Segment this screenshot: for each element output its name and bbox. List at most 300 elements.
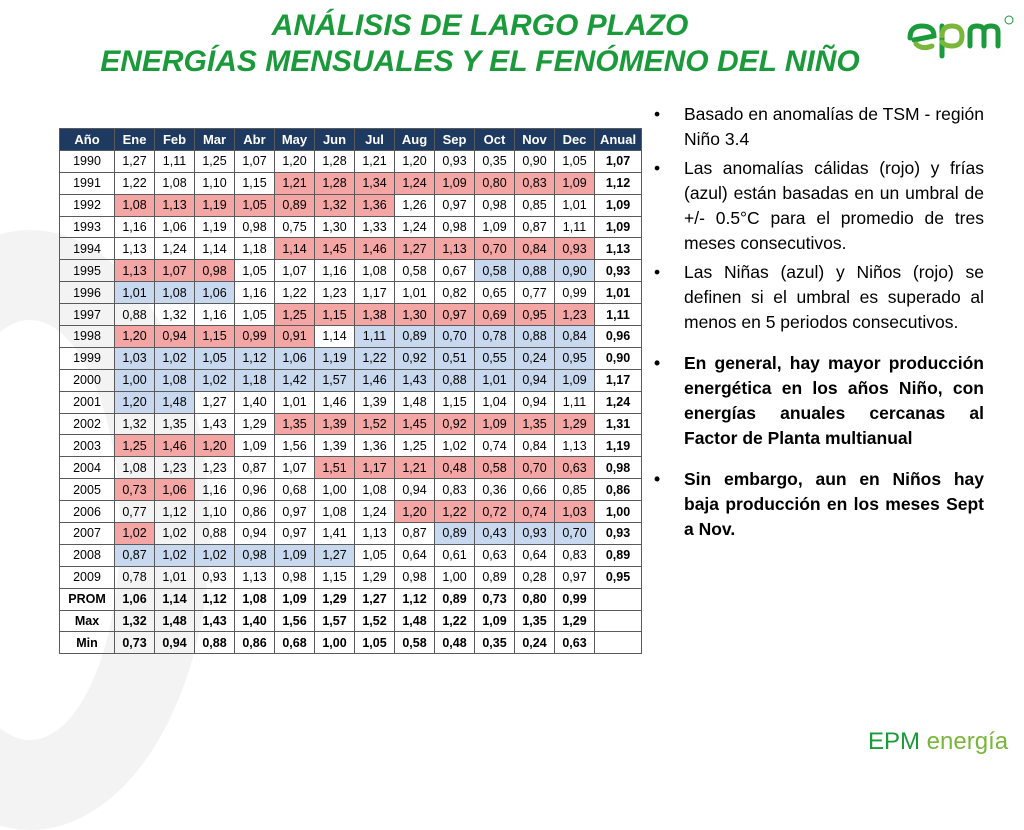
value-cell: 1,25 bbox=[115, 435, 155, 457]
stat-label: PROM bbox=[60, 588, 115, 610]
value-cell: 1,32 bbox=[315, 194, 355, 216]
value-cell: 0,97 bbox=[435, 194, 475, 216]
value-cell: 1,13 bbox=[155, 194, 195, 216]
value-cell: 0,86 bbox=[235, 501, 275, 523]
value-cell: 1,08 bbox=[115, 457, 155, 479]
value-cell: 1,02 bbox=[155, 523, 195, 545]
value-cell: 1,13 bbox=[115, 260, 155, 282]
value-cell: 1,16 bbox=[195, 479, 235, 501]
value-cell: 1,02 bbox=[435, 435, 475, 457]
value-cell: 1,09 bbox=[555, 172, 595, 194]
value-cell: 1,48 bbox=[395, 391, 435, 413]
note-item bbox=[654, 102, 984, 152]
stat-value-cell: 1,52 bbox=[355, 610, 395, 632]
note-text: En general, hay mayor producción energética en los años Niño, con energías anuales cercanas al Factor de Planta multianual bbox=[684, 353, 984, 448]
value-cell: 1,15 bbox=[315, 566, 355, 588]
value-cell: 0,77 bbox=[515, 282, 555, 304]
column-header: Oct bbox=[475, 129, 515, 151]
annual-cell: 1,13 bbox=[595, 238, 642, 260]
stat-value-cell: 1,27 bbox=[355, 588, 395, 610]
value-cell: 1,23 bbox=[155, 457, 195, 479]
annual-cell: 0,89 bbox=[595, 544, 642, 566]
value-cell: 1,18 bbox=[235, 238, 275, 260]
value-cell: 0,28 bbox=[515, 566, 555, 588]
value-cell: 1,11 bbox=[555, 216, 595, 238]
value-cell: 1,15 bbox=[235, 172, 275, 194]
value-cell: 0,83 bbox=[435, 479, 475, 501]
value-cell: 1,06 bbox=[275, 347, 315, 369]
year-cell: 2009 bbox=[60, 566, 115, 588]
bullet-icon: • bbox=[654, 353, 661, 373]
value-cell: 1,45 bbox=[395, 413, 435, 435]
stat-value-cell: 0,94 bbox=[155, 632, 195, 654]
stat-value-cell: 0,88 bbox=[195, 632, 235, 654]
value-cell: 1,45 bbox=[315, 238, 355, 260]
value-cell: 0,51 bbox=[435, 347, 475, 369]
value-cell: 0,78 bbox=[115, 566, 155, 588]
value-cell: 1,25 bbox=[195, 150, 235, 172]
value-cell: 1,24 bbox=[395, 172, 435, 194]
value-cell: 0,77 bbox=[115, 501, 155, 523]
year-cell: 1991 bbox=[60, 172, 115, 194]
year-cell: 1995 bbox=[60, 260, 115, 282]
value-cell: 0,58 bbox=[475, 260, 515, 282]
value-cell: 0,94 bbox=[235, 523, 275, 545]
stat-value-cell: 1,22 bbox=[435, 610, 475, 632]
value-cell: 1,13 bbox=[435, 238, 475, 260]
slide-title bbox=[40, 8, 920, 80]
value-cell: 0,89 bbox=[435, 523, 475, 545]
table-row bbox=[60, 260, 642, 282]
value-cell: 1,27 bbox=[115, 150, 155, 172]
year-cell: 2006 bbox=[60, 501, 115, 523]
value-cell: 1,07 bbox=[235, 150, 275, 172]
value-cell: 1,13 bbox=[355, 523, 395, 545]
year-cell: 1990 bbox=[60, 150, 115, 172]
year-cell: 2008 bbox=[60, 544, 115, 566]
value-cell: 1,05 bbox=[235, 304, 275, 326]
value-cell: 1,11 bbox=[355, 326, 395, 348]
value-cell: 0,93 bbox=[435, 150, 475, 172]
year-cell: 2003 bbox=[60, 435, 115, 457]
column-header: Aug bbox=[395, 129, 435, 151]
value-cell: 1,35 bbox=[155, 413, 195, 435]
value-cell: 1,46 bbox=[315, 391, 355, 413]
value-cell: 0,93 bbox=[515, 523, 555, 545]
value-cell: 1,05 bbox=[235, 194, 275, 216]
value-cell: 1,20 bbox=[395, 150, 435, 172]
value-cell: 0,70 bbox=[475, 238, 515, 260]
value-cell: 1,08 bbox=[355, 260, 395, 282]
note-item bbox=[654, 467, 984, 542]
table-row bbox=[60, 523, 642, 545]
value-cell: 1,10 bbox=[195, 172, 235, 194]
value-cell: 0,93 bbox=[195, 566, 235, 588]
column-header: May bbox=[275, 129, 315, 151]
value-cell: 0,90 bbox=[515, 150, 555, 172]
value-cell: 0,88 bbox=[435, 369, 475, 391]
stat-annual-cell bbox=[595, 632, 642, 654]
annual-cell: 1,19 bbox=[595, 435, 642, 457]
value-cell: 1,46 bbox=[355, 238, 395, 260]
value-cell: 1,46 bbox=[155, 435, 195, 457]
value-cell: 1,32 bbox=[115, 413, 155, 435]
value-cell: 1,06 bbox=[155, 479, 195, 501]
value-cell: 1,27 bbox=[395, 238, 435, 260]
year-cell: 1993 bbox=[60, 216, 115, 238]
stat-value-cell: 0,68 bbox=[275, 632, 315, 654]
value-cell: 1,27 bbox=[195, 391, 235, 413]
value-cell: 1,42 bbox=[275, 369, 315, 391]
value-cell: 1,16 bbox=[315, 260, 355, 282]
stat-value-cell: 0,99 bbox=[555, 588, 595, 610]
value-cell: 0,70 bbox=[515, 457, 555, 479]
value-cell: 1,28 bbox=[315, 150, 355, 172]
value-cell: 1,43 bbox=[395, 369, 435, 391]
value-cell: 0,88 bbox=[195, 523, 235, 545]
stat-value-cell: 1,12 bbox=[195, 588, 235, 610]
value-cell: 1,17 bbox=[355, 282, 395, 304]
value-cell: 0,36 bbox=[475, 479, 515, 501]
bullet-icon: • bbox=[654, 158, 661, 178]
stat-value-cell: 0,63 bbox=[555, 632, 595, 654]
stat-value-cell: 1,00 bbox=[315, 632, 355, 654]
value-cell: 1,08 bbox=[355, 479, 395, 501]
value-cell: 0,84 bbox=[555, 326, 595, 348]
value-cell: 1,36 bbox=[355, 435, 395, 457]
table-row bbox=[60, 501, 642, 523]
value-cell: 0,87 bbox=[515, 216, 555, 238]
value-cell: 1,39 bbox=[315, 435, 355, 457]
annual-cell: 1,09 bbox=[595, 194, 642, 216]
value-cell: 1,02 bbox=[155, 544, 195, 566]
value-cell: 0,87 bbox=[115, 544, 155, 566]
value-cell: 1,01 bbox=[155, 566, 195, 588]
stat-value-cell: 1,05 bbox=[355, 632, 395, 654]
value-cell: 1,35 bbox=[515, 413, 555, 435]
value-cell: 0,97 bbox=[275, 523, 315, 545]
value-cell: 0,87 bbox=[395, 523, 435, 545]
value-cell: 1,21 bbox=[395, 457, 435, 479]
value-cell: 1,08 bbox=[155, 369, 195, 391]
year-cell: 2002 bbox=[60, 413, 115, 435]
stat-value-cell: 0,89 bbox=[435, 588, 475, 610]
value-cell: 0,96 bbox=[235, 479, 275, 501]
value-cell: 1,20 bbox=[195, 435, 235, 457]
stat-value-cell: 1,32 bbox=[115, 610, 155, 632]
value-cell: 0,98 bbox=[275, 566, 315, 588]
annual-cell: 0,90 bbox=[595, 347, 642, 369]
value-cell: 0,63 bbox=[475, 544, 515, 566]
value-cell: 1,17 bbox=[355, 457, 395, 479]
stat-value-cell: 1,06 bbox=[115, 588, 155, 610]
annual-cell: 1,12 bbox=[595, 172, 642, 194]
value-cell: 0,83 bbox=[555, 544, 595, 566]
table-row bbox=[60, 282, 642, 304]
value-cell: 0,92 bbox=[435, 413, 475, 435]
epm-energia-logo: EPM energía bbox=[868, 728, 1009, 755]
bullet-icon: • bbox=[654, 104, 661, 124]
value-cell: 0,64 bbox=[515, 544, 555, 566]
value-cell: 1,05 bbox=[355, 544, 395, 566]
value-cell: 1,18 bbox=[235, 369, 275, 391]
stat-annual-cell bbox=[595, 610, 642, 632]
value-cell: 1,22 bbox=[435, 501, 475, 523]
annual-cell: 0,95 bbox=[595, 566, 642, 588]
value-cell: 0,88 bbox=[515, 260, 555, 282]
value-cell: 0,35 bbox=[475, 150, 515, 172]
value-cell: 1,36 bbox=[355, 194, 395, 216]
value-cell: 0,82 bbox=[435, 282, 475, 304]
bullet-icon: • bbox=[654, 262, 661, 282]
table-row bbox=[60, 413, 642, 435]
value-cell: 1,09 bbox=[475, 216, 515, 238]
note-item bbox=[654, 260, 984, 335]
value-cell: 0,95 bbox=[555, 347, 595, 369]
value-cell: 1,23 bbox=[195, 457, 235, 479]
value-cell: 1,32 bbox=[155, 304, 195, 326]
stat-value-cell: 0,35 bbox=[475, 632, 515, 654]
stat-value-cell: 0,58 bbox=[395, 632, 435, 654]
stat-label: Max bbox=[60, 610, 115, 632]
value-cell: 1,13 bbox=[115, 238, 155, 260]
value-cell: 1,22 bbox=[355, 347, 395, 369]
value-cell: 0,72 bbox=[475, 501, 515, 523]
value-cell: 1,14 bbox=[195, 238, 235, 260]
value-cell: 1,35 bbox=[275, 413, 315, 435]
value-cell: 1,19 bbox=[315, 347, 355, 369]
value-cell: 1,01 bbox=[555, 194, 595, 216]
value-cell: 1,10 bbox=[195, 501, 235, 523]
stat-value-cell: 1,43 bbox=[195, 610, 235, 632]
value-cell: 0,64 bbox=[395, 544, 435, 566]
value-cell: 1,30 bbox=[395, 304, 435, 326]
column-header: Anual bbox=[595, 129, 642, 151]
value-cell: 1,43 bbox=[195, 413, 235, 435]
value-cell: 1,00 bbox=[315, 479, 355, 501]
annual-cell: 1,17 bbox=[595, 369, 642, 391]
column-header: Mar bbox=[195, 129, 235, 151]
column-header: Abr bbox=[235, 129, 275, 151]
value-cell: 1,15 bbox=[195, 326, 235, 348]
annual-cell: 1,07 bbox=[595, 150, 642, 172]
annual-cell: 1,24 bbox=[595, 391, 642, 413]
value-cell: 0,97 bbox=[275, 501, 315, 523]
table-row bbox=[60, 479, 642, 501]
value-cell: 1,16 bbox=[195, 304, 235, 326]
value-cell: 0,65 bbox=[475, 282, 515, 304]
stat-value-cell: 1,57 bbox=[315, 610, 355, 632]
stat-value-cell: 1,08 bbox=[235, 588, 275, 610]
value-cell: 0,48 bbox=[435, 457, 475, 479]
table-row bbox=[60, 238, 642, 260]
year-cell: 2004 bbox=[60, 457, 115, 479]
value-cell: 0,98 bbox=[395, 566, 435, 588]
value-cell: 0,80 bbox=[475, 172, 515, 194]
column-header: Ene bbox=[115, 129, 155, 151]
value-cell: 1,13 bbox=[555, 435, 595, 457]
value-cell: 1,16 bbox=[235, 282, 275, 304]
value-cell: 0,97 bbox=[435, 304, 475, 326]
year-cell: 2007 bbox=[60, 523, 115, 545]
year-cell: 1997 bbox=[60, 304, 115, 326]
value-cell: 1,22 bbox=[115, 172, 155, 194]
value-cell: 0,63 bbox=[555, 457, 595, 479]
value-cell: 1,40 bbox=[235, 391, 275, 413]
stat-value-cell: 1,09 bbox=[275, 588, 315, 610]
value-cell: 0,89 bbox=[395, 326, 435, 348]
value-cell: 1,04 bbox=[475, 391, 515, 413]
stat-value-cell: 0,80 bbox=[515, 588, 555, 610]
value-cell: 0,66 bbox=[515, 479, 555, 501]
value-cell: 1,20 bbox=[115, 326, 155, 348]
value-cell: 1,09 bbox=[235, 435, 275, 457]
value-cell: 1,52 bbox=[355, 413, 395, 435]
stat-value-cell: 0,73 bbox=[475, 588, 515, 610]
value-cell: 0,69 bbox=[475, 304, 515, 326]
value-cell: 0,55 bbox=[475, 347, 515, 369]
note-item bbox=[654, 156, 984, 256]
value-cell: 0,58 bbox=[475, 457, 515, 479]
value-cell: 1,08 bbox=[155, 282, 195, 304]
value-cell: 1,38 bbox=[355, 304, 395, 326]
value-cell: 1,01 bbox=[275, 391, 315, 413]
note-text: Sin embargo, aun en Niños hay baja producción en los meses Sept a Nov. bbox=[684, 469, 984, 539]
value-cell: 1,09 bbox=[435, 172, 475, 194]
value-cell: 1,28 bbox=[315, 172, 355, 194]
value-cell: 0,70 bbox=[435, 326, 475, 348]
value-cell: 1,05 bbox=[235, 260, 275, 282]
value-cell: 1,29 bbox=[235, 413, 275, 435]
table-row bbox=[60, 347, 642, 369]
value-cell: 0,68 bbox=[275, 479, 315, 501]
stat-value-cell: 1,35 bbox=[515, 610, 555, 632]
value-cell: 1,03 bbox=[115, 347, 155, 369]
value-cell: 1,14 bbox=[315, 326, 355, 348]
value-cell: 1,24 bbox=[395, 216, 435, 238]
value-cell: 1,05 bbox=[195, 347, 235, 369]
value-cell: 1,39 bbox=[315, 413, 355, 435]
value-cell: 0,85 bbox=[515, 194, 555, 216]
column-header: Dec bbox=[555, 129, 595, 151]
value-cell: 1,56 bbox=[275, 435, 315, 457]
value-cell: 1,27 bbox=[315, 544, 355, 566]
annual-cell: 1,01 bbox=[595, 282, 642, 304]
value-cell: 0,90 bbox=[555, 260, 595, 282]
value-cell: 1,16 bbox=[115, 216, 155, 238]
value-cell: 1,19 bbox=[195, 194, 235, 216]
value-cell: 1,23 bbox=[315, 282, 355, 304]
title-line-1: ANÁLISIS DE LARGO PLAZO bbox=[271, 9, 689, 42]
value-cell: 1,11 bbox=[155, 150, 195, 172]
bullet-icon: • bbox=[654, 469, 661, 489]
value-cell: 1,00 bbox=[435, 566, 475, 588]
value-cell: 0,98 bbox=[235, 216, 275, 238]
value-cell: 1,00 bbox=[115, 369, 155, 391]
value-cell: 0,61 bbox=[435, 544, 475, 566]
value-cell: 1,09 bbox=[275, 544, 315, 566]
stat-value-cell: 1,40 bbox=[235, 610, 275, 632]
value-cell: 0,94 bbox=[395, 479, 435, 501]
table-row bbox=[60, 194, 642, 216]
value-cell: 0,98 bbox=[475, 194, 515, 216]
value-cell: 1,02 bbox=[155, 347, 195, 369]
value-cell: 1,01 bbox=[475, 369, 515, 391]
year-cell: 2000 bbox=[60, 369, 115, 391]
value-cell: 1,03 bbox=[555, 501, 595, 523]
value-cell: 1,25 bbox=[395, 435, 435, 457]
stat-value-cell: 1,56 bbox=[275, 610, 315, 632]
value-cell: 0,58 bbox=[395, 260, 435, 282]
column-header: Jun bbox=[315, 129, 355, 151]
value-cell: 1,20 bbox=[115, 391, 155, 413]
value-cell: 1,09 bbox=[475, 413, 515, 435]
value-cell: 1,06 bbox=[195, 282, 235, 304]
epm-logo bbox=[906, 12, 1016, 62]
stat-value-cell: 1,48 bbox=[395, 610, 435, 632]
value-cell: 1,24 bbox=[355, 501, 395, 523]
value-cell: 1,08 bbox=[155, 172, 195, 194]
value-cell: 0,84 bbox=[515, 238, 555, 260]
table-header-row bbox=[60, 129, 642, 151]
note-text: Las anomalías cálidas (rojo) y frías (azul) están basadas en un umbral de +/- 0.5°C para el promedio de tres meses consecutivos. bbox=[684, 158, 984, 253]
value-cell: 0,94 bbox=[155, 326, 195, 348]
value-cell: 1,20 bbox=[395, 501, 435, 523]
year-cell: 1999 bbox=[60, 347, 115, 369]
value-cell: 1,07 bbox=[155, 260, 195, 282]
column-header: Feb bbox=[155, 129, 195, 151]
stat-value-cell: 0,73 bbox=[115, 632, 155, 654]
value-cell: 0,98 bbox=[435, 216, 475, 238]
value-cell: 0,84 bbox=[515, 435, 555, 457]
value-cell: 0,95 bbox=[515, 304, 555, 326]
table-body bbox=[60, 150, 642, 653]
value-cell: 1,22 bbox=[275, 282, 315, 304]
value-cell: 0,85 bbox=[555, 479, 595, 501]
value-cell: 0,94 bbox=[515, 391, 555, 413]
value-cell: 0,74 bbox=[515, 501, 555, 523]
value-cell: 1,23 bbox=[555, 304, 595, 326]
annual-cell: 1,09 bbox=[595, 216, 642, 238]
value-cell: 1,12 bbox=[155, 501, 195, 523]
stat-value-cell: 1,14 bbox=[155, 588, 195, 610]
stat-value-cell: 1,09 bbox=[475, 610, 515, 632]
value-cell: 0,24 bbox=[515, 347, 555, 369]
value-cell: 0,92 bbox=[395, 347, 435, 369]
energy-table bbox=[59, 128, 642, 654]
value-cell: 0,89 bbox=[475, 566, 515, 588]
annual-cell: 0,96 bbox=[595, 326, 642, 348]
value-cell: 0,99 bbox=[235, 326, 275, 348]
value-cell: 1,19 bbox=[195, 216, 235, 238]
stat-annual-cell bbox=[595, 588, 642, 610]
table-row bbox=[60, 172, 642, 194]
value-cell: 1,07 bbox=[275, 260, 315, 282]
stat-row bbox=[60, 588, 642, 610]
value-cell: 1,13 bbox=[235, 566, 275, 588]
value-cell: 1,01 bbox=[115, 282, 155, 304]
year-cell: 1992 bbox=[60, 194, 115, 216]
value-cell: 1,02 bbox=[115, 523, 155, 545]
stat-value-cell: 0,86 bbox=[235, 632, 275, 654]
value-cell: 0,67 bbox=[435, 260, 475, 282]
value-cell: 1,15 bbox=[315, 304, 355, 326]
value-cell: 1,15 bbox=[435, 391, 475, 413]
table-row bbox=[60, 304, 642, 326]
value-cell: 1,33 bbox=[355, 216, 395, 238]
value-cell: 1,46 bbox=[355, 369, 395, 391]
notes-list bbox=[654, 102, 984, 546]
